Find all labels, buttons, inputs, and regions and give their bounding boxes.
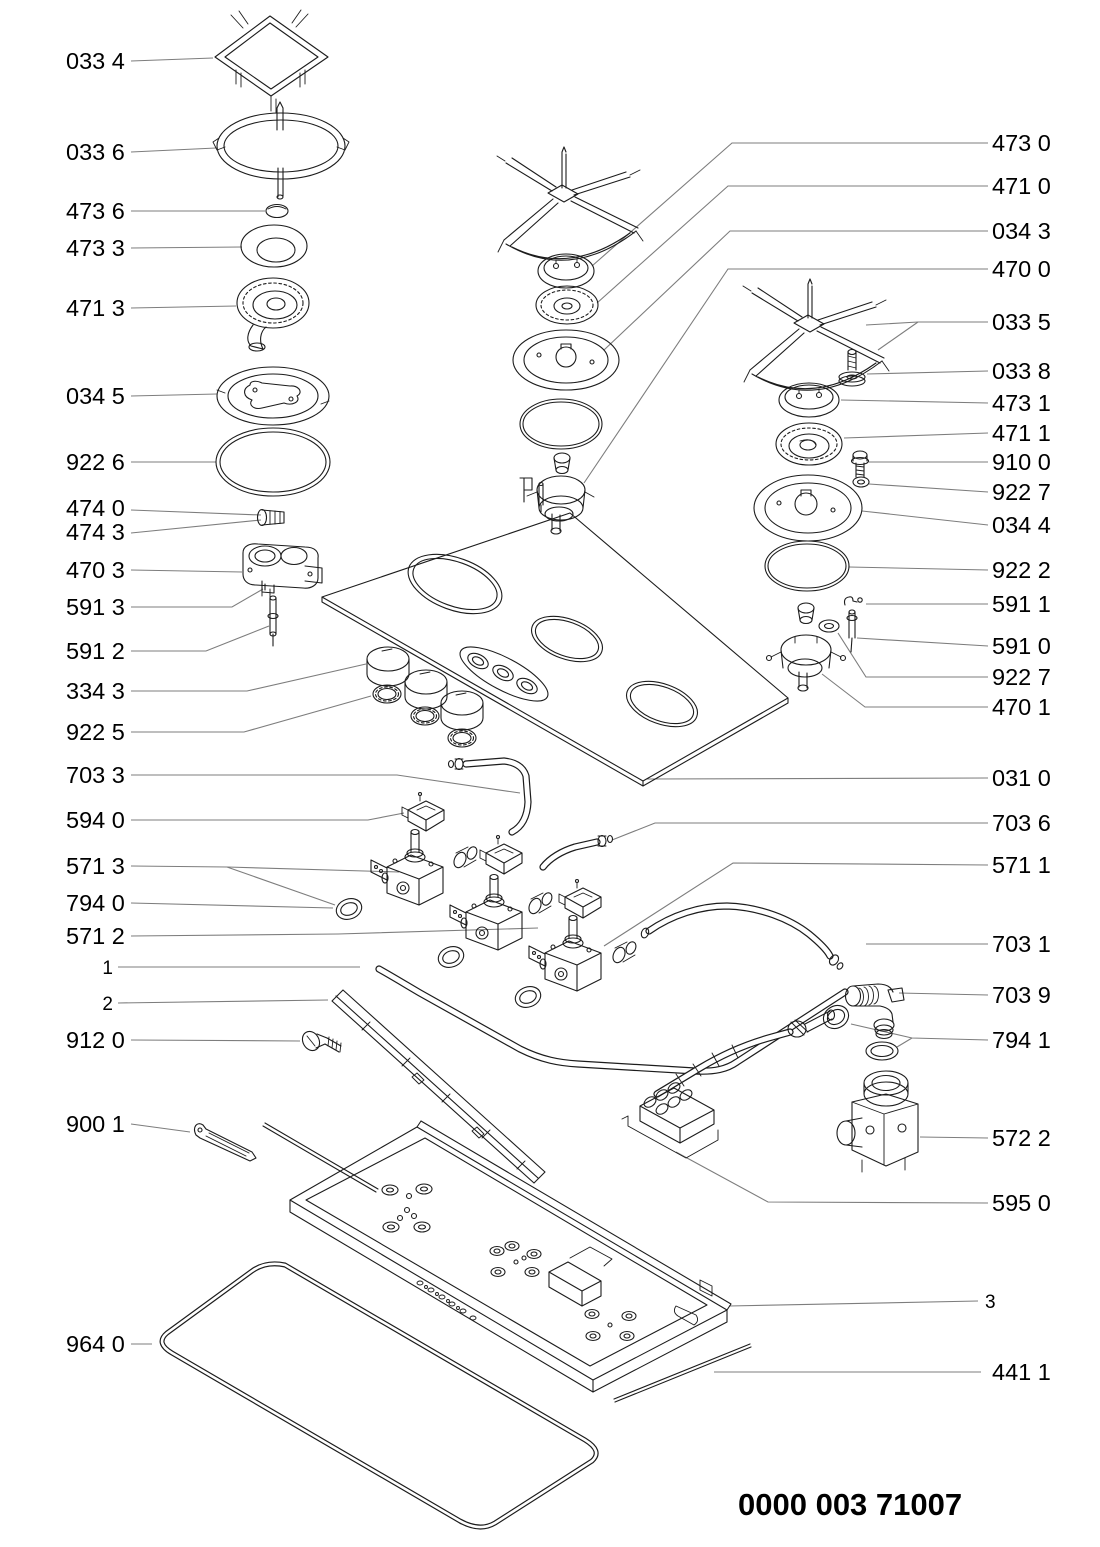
part-label: 471 0 <box>992 173 1051 199</box>
part-label: 470 0 <box>992 256 1051 282</box>
part-label: 334 3 <box>66 678 125 704</box>
screw-912-drawing <box>299 1028 341 1053</box>
part-label: 473 3 <box>66 235 125 261</box>
part-labels-right <box>985 130 1051 1385</box>
tap-seal-rings-drawing <box>333 895 543 1011</box>
part-label: 033 4 <box>66 48 125 74</box>
part-label: 470 3 <box>66 557 125 583</box>
gas-pipes-drawing <box>379 759 845 1095</box>
elbow-fitting-drawing <box>846 984 905 1039</box>
burner-rail-drawing <box>332 990 545 1183</box>
part-label: 591 3 <box>66 594 125 620</box>
seal-gasket-drawing <box>162 1264 596 1527</box>
part-label: 571 1 <box>992 852 1051 878</box>
part-label: 471 3 <box>66 295 125 321</box>
document-code: 0000 003 71007 <box>738 1487 963 1522</box>
part-label: 922 7 <box>992 664 1051 690</box>
part-label: 034 3 <box>992 218 1051 244</box>
middle-burner-stack-drawing <box>497 147 643 534</box>
part-label: 591 1 <box>992 591 1051 617</box>
part-label: 571 2 <box>66 923 125 949</box>
part-labels-left <box>66 48 125 1357</box>
part-label: 473 0 <box>992 130 1051 156</box>
part-label: 033 6 <box>66 139 125 165</box>
hob-glass-plate-drawing <box>322 513 788 786</box>
leader-lines <box>118 58 988 1372</box>
part-label: 900 1 <box>66 1111 125 1137</box>
part-label: 031 0 <box>992 765 1051 791</box>
part-label: 3 <box>985 1292 996 1313</box>
part-label: 571 3 <box>66 853 125 879</box>
spark-generator-drawing <box>622 1081 718 1158</box>
part-label: 473 6 <box>66 198 125 224</box>
part-label: 471 1 <box>992 420 1051 446</box>
part-label: 441 1 <box>992 1359 1051 1385</box>
part-label: 033 5 <box>992 309 1051 335</box>
part-label: 034 4 <box>992 512 1051 538</box>
part-label: 912 0 <box>66 1027 125 1053</box>
part-label: 591 0 <box>992 633 1051 659</box>
part-label: 922 6 <box>66 449 125 475</box>
part-label: 033 8 <box>992 358 1051 384</box>
part-label: 595 0 <box>992 1190 1051 1216</box>
control-knobs-drawing <box>367 647 483 747</box>
part-label: 474 0 <box>66 495 125 521</box>
part-label: 034 5 <box>66 383 125 409</box>
catch-900-drawing <box>195 1124 256 1161</box>
part-label: 591 2 <box>66 638 125 664</box>
part-label: 703 1 <box>992 931 1051 957</box>
right-burner-stack-drawing <box>743 279 889 691</box>
part-label: 594 0 <box>66 807 125 833</box>
left-burner-stack-drawing <box>213 10 349 646</box>
part-label: 1 <box>102 958 113 979</box>
regulator-valve-drawing <box>837 1071 918 1172</box>
part-label: 964 0 <box>66 1331 125 1357</box>
part-label: 703 9 <box>992 982 1051 1008</box>
part-label: 922 5 <box>66 719 125 745</box>
part-label: 922 7 <box>992 479 1051 505</box>
part-label: 794 1 <box>992 1027 1051 1053</box>
part-label: 910 0 <box>992 449 1051 475</box>
part-label: 703 6 <box>992 810 1051 836</box>
part-label: 922 2 <box>992 557 1051 583</box>
part-label: 470 1 <box>992 694 1051 720</box>
part-label: 2 <box>102 994 113 1015</box>
trim-rods-drawing <box>263 1123 751 1402</box>
part-label: 473 1 <box>992 390 1051 416</box>
part-label: 703 3 <box>66 762 125 788</box>
part-label: 572 2 <box>992 1125 1051 1151</box>
part-label: 794 0 <box>66 890 125 916</box>
gas-taps-drawing <box>333 793 637 1011</box>
part-label: 474 3 <box>66 519 125 545</box>
